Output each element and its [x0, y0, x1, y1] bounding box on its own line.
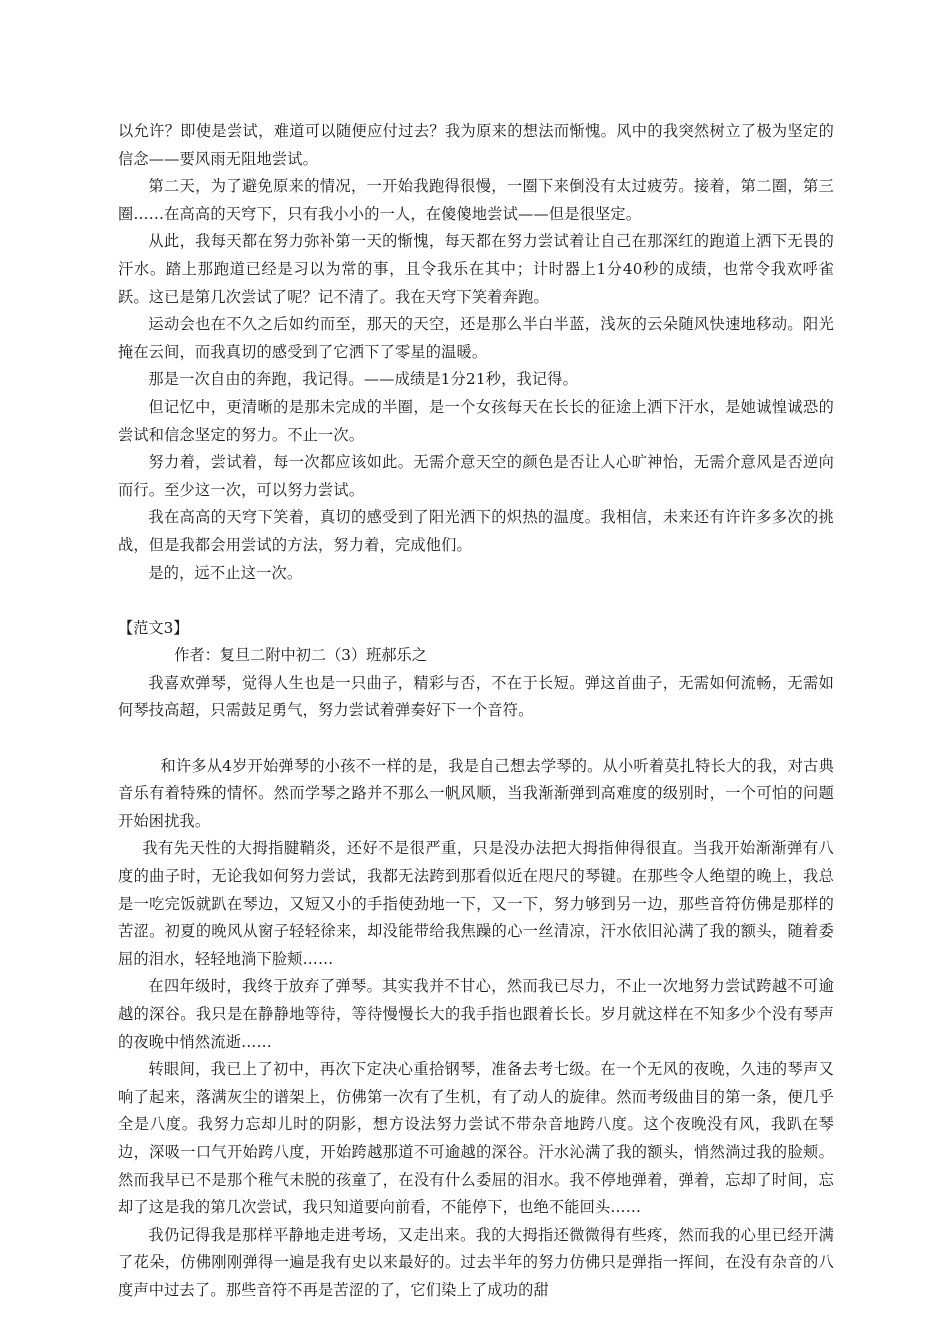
paragraph: 我在高高的天穹下笑着，真切的感受到了阳光洒下的炽热的温度。我相信，未来还有许许多多次的挑战，但是我都会用尝试的方法，努力着，完成他们。 [118, 508, 834, 554]
paragraph-continued: 以允许？即使是尝试，难道可以随便应付过去？我为原来的想法而惭愧。风中的我突然树立了极为坚定的信念——要风雨无阻地尝试。 [118, 122, 834, 168]
section-heading: 【范文3】 [118, 618, 189, 637]
paragraph: 第二天，为了避免原来的情况，一开始我跑得很慢，一圈下来倒没有太过疲劳。接着，第二圈，第三圈……在高高的天穹下，只有我小小的一人，在傻傻地尝试——但是很坚定。 [118, 177, 834, 223]
paragraph: 但记忆中，更清晰的是那未完成的半圈，是一个女孩每天在长长的征途上洒下汗水，是她诚惶诚恐的尝试和信念坚定的努力。不止一次。 [118, 397, 834, 444]
paragraph: 和许多从4岁开始弹琴的小孩不一样的是，我是自己想去学琴的。从小听着莫扎特长大的我，对古典音乐有着特殊的情怀。然而学琴之路并不那么一帆风顺，当我渐渐弹到高难度的级别时，一个可怕的问题开始困扰我。 [118, 756, 834, 830]
intro-paragraph: 我喜欢弹琴，觉得人生也是一只曲子，精彩与否，不在于长短。弹这首曲子，无需如何流畅，无需如何琴技高超，只需鼓足勇气，努力尝试着弹奏好下一个音符。 [118, 673, 834, 720]
paragraph: 是的，远不止这一次。 [148, 563, 303, 582]
blank-line [118, 587, 834, 615]
paragraph: 在四年级时，我终于放弃了弹琴。其实我并不甘心，然而我已尽力，不止一次地努力尝试跨越不可逾越的深谷。我只是在静静地等待，等待慢慢长大的我手指也跟着长长。岁月就这样在不知多少个没有琴声的夜晚中悄然流逝…… [118, 977, 834, 1051]
paragraph: 那是一次自由的奔跑，我记得。——成绩是1分21秒，我记得。 [148, 370, 579, 389]
paragraph: 运动会也在不久之后如约而至，那天的天空，还是那么半白半蓝，浅灰的云朵随风快速地移动。阳光掩在云间，而我真切的感受到了它洒下了零星的温暖。 [118, 315, 834, 361]
paragraph: 我仍记得我是那样平静地走进考场，又走出来。我的大拇指还微微得有些疼，然而我的心里已经开满了花朵，仿佛刚刚弹得一遍是我有史以来最好的。过去半年的努力仿佛只是弹指一挥间，在没有杂音的八度声中过去了。那些音符不再是苦涩的了，它们染上了成功的甜 [118, 1225, 834, 1299]
author-line: 作者：复旦二附中初二（3）班郝乐之 [174, 646, 427, 665]
paragraph: 努力着，尝试着，每一次都应该如此。无需介意天空的颜色是否让人心旷神怡，无需介意风是否逆向而行。至少这一次，可以努力尝试。 [118, 453, 834, 499]
paragraph: 我有先天性的大拇指腱鞘炎，还好不是很严重，只是没办法把大拇指伸得很直。当我开始渐渐弹有八度的曲子时，无论我如何努力尝试，我都无法跨到那看似近在咫尺的琴键。在那些令人绝望的晚上，我总是一吃完饭就趴在琴边，又短又小的手指使劲地一下，又一下，努力够到另一边，那些音符仿佛是那样的苦涩。初夏的晚风从窗子轻轻徐来，却没能带给我焦躁的心一丝清凉，汗水依旧沁满了我的额头，随着委屈的泪水，轻轻地淌下脸颊…… [118, 839, 834, 968]
document-page [118, 118, 834, 1305]
paragraph: 转眼间，我已上了初中，再次下定决心重拾钢琴，准备去考七级。在一个无风的夜晚，久违的琴声又响了起来，落满灰尘的谱架上，仿佛第一次有了生机，有了动人的旋律。然而考级曲目的第一条，便几乎全是八度。我努力忘却儿时的阴影，想方设法努力尝试不带杂音地跨八度。这个夜晚没有风，我趴在琴边，深吸一口气开始跨八度，开始跨越那道不可逾越的深谷。汗水沁满了我的额头，悄然淌过我的脸颊。然而我早已不是那个稚气未脱的孩童了，在没有什么委屈的泪水。我不停地弹着，弹着，忘却了时间，忘却了这是我的第几次尝试，我只知道要向前看，不能停下，也绝不能回头…… [118, 1060, 834, 1217]
blank-line [118, 725, 834, 753]
paragraph: 从此，我每天都在努力弥补第一天的惭愧，每天都在努力尝试着让自己在那深红的跑道上洒下无畏的汗水。踏上那跑道已经是习以为常的事，且令我乐在其中；计时器上1分40秒的成绩，也常令我欢呼雀跃。这已是第几次尝试了呢？记不清了。我在天穹下笑着奔跑。 [118, 232, 834, 306]
